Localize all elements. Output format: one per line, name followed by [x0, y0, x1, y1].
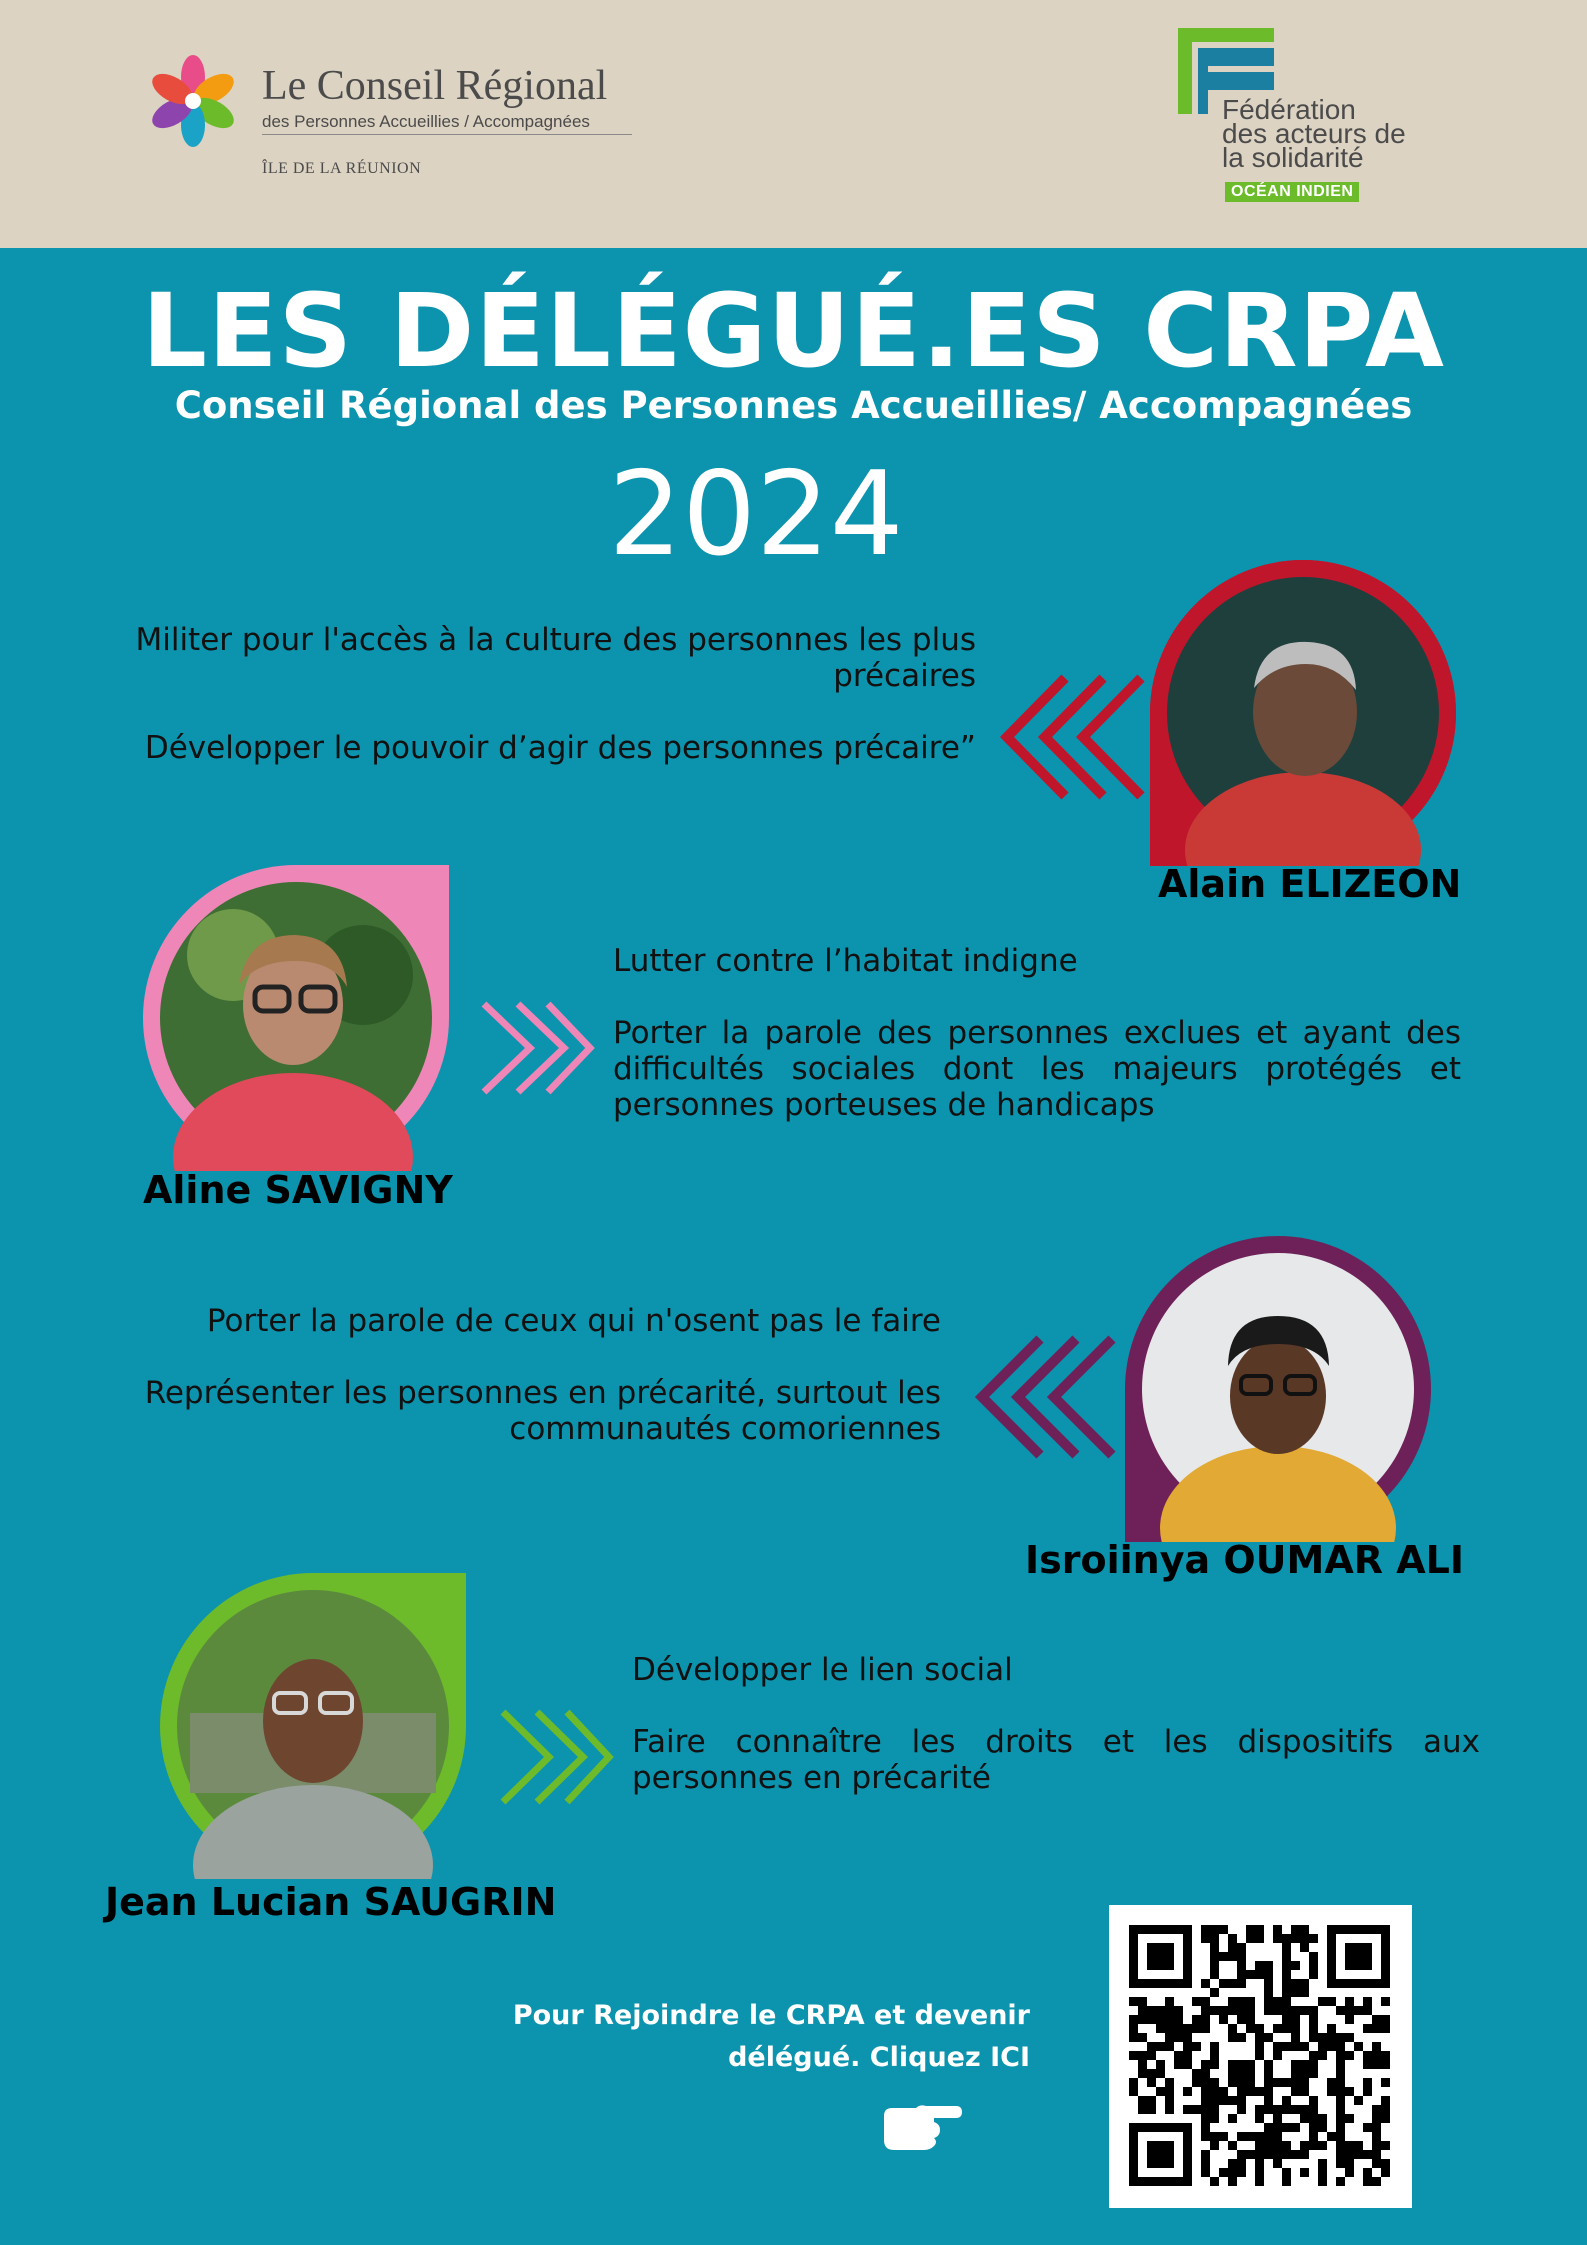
- delegate-point: Militer pour l'accès à la culture des personnes les plus précaires: [135, 622, 976, 694]
- chevron-left-icon: [995, 672, 1145, 802]
- delegate-portrait: [1125, 1236, 1431, 1542]
- fas-logo-badge: OCÉAN INDIEN: [1225, 182, 1359, 202]
- crpa-logo-region: ÎLE DE LA RÉUNION: [262, 160, 422, 177]
- delegate-point: Développer le lien social: [632, 1652, 1013, 1688]
- crpa-logo-icon: [150, 55, 236, 147]
- chevron-right-icon: [478, 998, 596, 1098]
- delegate-points: [130, 1303, 941, 1447]
- delegate-portrait: [143, 865, 449, 1171]
- fas-logo-line: des acteurs de: [1222, 118, 1406, 149]
- delegate-portrait: [1150, 560, 1456, 866]
- delegate-point: Représenter les personnes en précarité, surtout les communautés comoriennes: [144, 1375, 941, 1447]
- qr-code-icon[interactable]: [1109, 1905, 1412, 2208]
- fas-logo-text: [1222, 94, 1406, 173]
- fas-logo-line: Fédération: [1222, 94, 1356, 125]
- join-cta-line: délégué. Cliquez ICI: [728, 2042, 1030, 2073]
- pointing-hand-icon: [880, 2100, 962, 2154]
- page-subtitle: Conseil Régional des Personnes Accueillies/ Accompagnées: [174, 384, 1413, 427]
- crpa-logo-subtitle: des Personnes Accueillies / Accompagnées: [262, 112, 590, 131]
- delegate-point: Porter la parole des personnes exclues et ayant des difficultés sociales dont les majeurs protégés et personnes porteuses de handicaps: [613, 1015, 1461, 1123]
- delegate-point: Porter la parole de ceux qui n'osent pas le faire: [206, 1303, 941, 1339]
- delegate-points: [130, 622, 976, 766]
- crpa-logo-divider: [262, 134, 632, 135]
- chevron-left-icon: [970, 1333, 1118, 1461]
- header-band: [0, 0, 1587, 248]
- chevron-right-icon: [497, 1706, 615, 1808]
- join-cta-line: Pour Rejoindre le CRPA et devenir: [512, 2000, 1030, 2031]
- delegate-point: Faire connaître les droits et les dispositifs aux personnes en précarité: [632, 1724, 1480, 1796]
- fas-logo-line: la solidarité: [1222, 142, 1364, 173]
- delegate-point: Développer le pouvoir d’agir des personnes précaire”: [144, 730, 976, 766]
- delegate-points: [632, 1652, 1480, 1796]
- crpa-logo-title: Le Conseil Régional: [262, 63, 608, 109]
- delegate-point: Lutter contre l’habitat indigne: [613, 943, 1078, 979]
- page-title: LES DÉLÉGUÉ.ES CRPA: [141, 272, 1445, 391]
- delegate-name: Aline SAVIGNY: [143, 1168, 453, 1212]
- join-cta[interactable]: [470, 1995, 1030, 2079]
- delegate-name: Alain ELIZEON: [1158, 862, 1462, 906]
- delegate-name: Jean Lucian SAUGRIN: [105, 1880, 557, 1924]
- delegate-points: [613, 943, 1461, 1123]
- year: 2024: [608, 447, 904, 582]
- delegate-portrait: [160, 1573, 466, 1879]
- delegate-name: Isroiinya OUMAR ALI: [1025, 1538, 1464, 1582]
